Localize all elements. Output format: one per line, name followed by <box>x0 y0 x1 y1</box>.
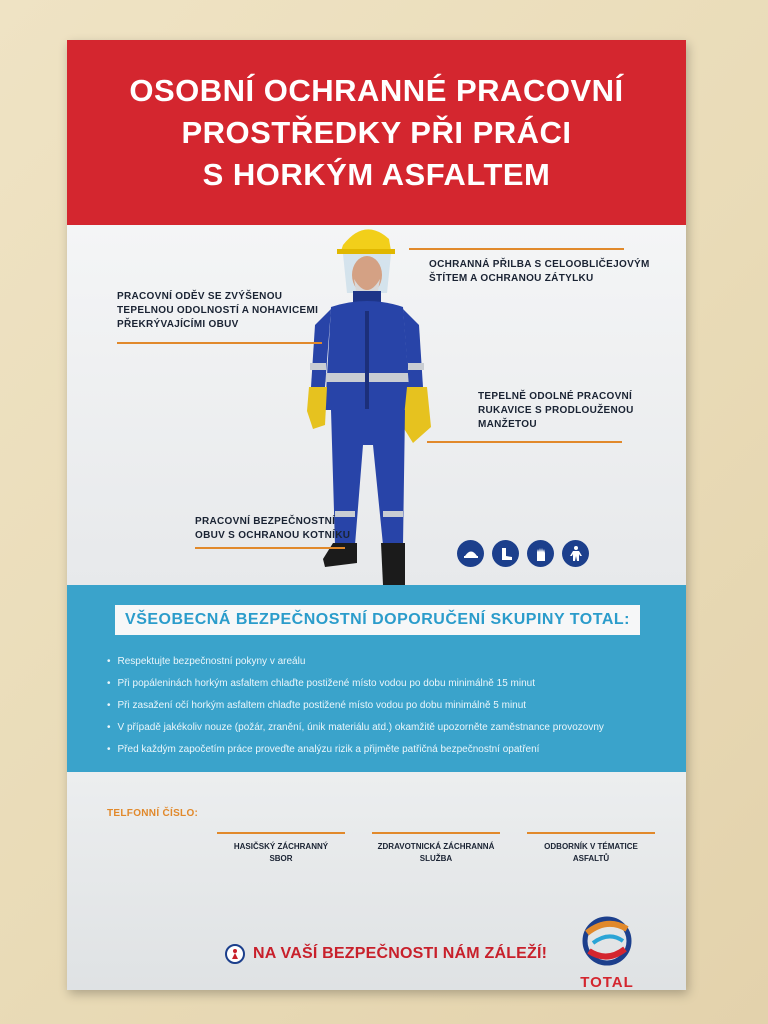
brand-name: TOTAL <box>580 974 634 990</box>
contact-label-line-1: HASIČSKÝ ZÁCHRANNÝ <box>233 842 329 851</box>
gloves-callout-line-1: TEPELNĚ ODOLNÉ PRACOVNÍ <box>478 391 633 402</box>
recommendations-title: VŠEOBECNÁ BEZPEČNOSTNÍ DOPORUČENÍ SKUPINY TOTAL: <box>115 605 640 635</box>
list-item: • V případě jakékoliv nouze (požár, zranění, únik materiálu atd.) okamžitě upozorněte zaměstnance provozovny <box>107 717 667 739</box>
list-item: • Respektujte bezpečnostní pokyny v areálu <box>107 651 667 673</box>
clothing-callout-line-1: PRACOVNÍ ODĚV SE ZVÝŠENOU <box>117 291 283 302</box>
glove-icon <box>527 540 554 567</box>
helmet-icon <box>457 540 484 567</box>
coverall-icon <box>562 540 589 567</box>
gloves-callout-line-2: RUKAVICE S PRODLOUŽENOU <box>478 405 634 416</box>
contact-label-line-2: SBOR <box>269 854 293 863</box>
contact-label-line-1: ODBORNÍK V TÉMATICE <box>544 842 638 851</box>
clothing-callout-line-3: PŘEKRÝVAJÍCÍMI OBUV <box>117 319 239 330</box>
title-line-3: S HORKÝM ASFALTEM <box>202 156 551 192</box>
ppe-pictograms <box>457 540 589 567</box>
boot-icon <box>492 540 519 567</box>
gloves-callout-line-3: MANŽETOU <box>478 419 537 430</box>
contact-label-line-1: ZDRAVOTNICKÁ ZÁCHRANNÁ <box>377 842 495 851</box>
footwear-callout-line-1: PRACOVNÍ BEZPEČNOSTNÍ <box>195 516 336 527</box>
contact-ambulance <box>372 832 500 865</box>
list-item: • Při zasažení očí horkým asfaltem chlaďte postižené místo vodou po dobu minimálně 5 minut <box>107 695 667 717</box>
footwear-callout-line-2: OBUV S OCHRANOU KOTNÍKU <box>195 530 351 541</box>
contact-rule <box>527 832 655 834</box>
contact-rule <box>217 832 345 834</box>
safety-slogan <box>225 944 547 964</box>
gloves-callout <box>478 390 634 432</box>
helmet-callout <box>429 258 650 286</box>
helmet-callout-line-1: OCHRANNÁ PŘILBA S CELOOBLIČEJOVÝM <box>429 259 650 270</box>
contact-rule <box>372 832 500 834</box>
contact-fire-brigade <box>217 832 345 865</box>
phone-number-label: TELFONNÍ ČÍSLO: <box>107 808 199 819</box>
helmet-callout-rule <box>409 248 624 250</box>
slogan-text: NA VAŠÍ BEZPEČNOSTI NÁM ZÁLEŽÍ! <box>253 945 548 962</box>
total-logo-mark <box>579 915 635 967</box>
contact-label-line-2: SLUŽBA <box>419 854 453 863</box>
helmet-callout-line-2: ŠTÍTEM A OCHRANOU ZÁTYLKU <box>429 273 594 284</box>
clothing-callout <box>117 290 318 332</box>
total-logo <box>572 915 642 990</box>
footwear-callout-rule <box>195 547 345 549</box>
contact-label-line-2: ASFALTŮ <box>572 854 610 863</box>
footwear-callout <box>195 515 350 543</box>
clothing-callout-rule <box>117 342 322 344</box>
title-line-2: PROSTŘEDKY PŘI PRÁCI <box>181 114 572 150</box>
ppe-figure-area <box>67 225 686 585</box>
safety-poster <box>67 40 686 990</box>
list-item: • Při popáleninách horkým asfaltem chlaďte postižené místo vodou po dobu minimálně 15 minut <box>107 673 667 695</box>
recommendations-section <box>67 585 686 772</box>
title-line-1: OSOBNÍ OCHRANNÉ PRACOVNÍ <box>129 72 624 108</box>
list-item: • Před každým započetím práce proveďte analýzu rizik a přijměte patřičná bezpečnostní opatření <box>107 739 667 761</box>
safety-badge-icon <box>225 944 245 964</box>
gloves-callout-rule <box>427 441 622 443</box>
clothing-callout-line-2: TEPELNOU ODOLNOSTÍ A NOHAVICEMI <box>117 305 319 316</box>
recommendations-list <box>107 651 667 761</box>
contacts-section <box>67 772 686 990</box>
contact-asphalt-expert <box>527 832 655 865</box>
poster-header <box>67 40 686 225</box>
